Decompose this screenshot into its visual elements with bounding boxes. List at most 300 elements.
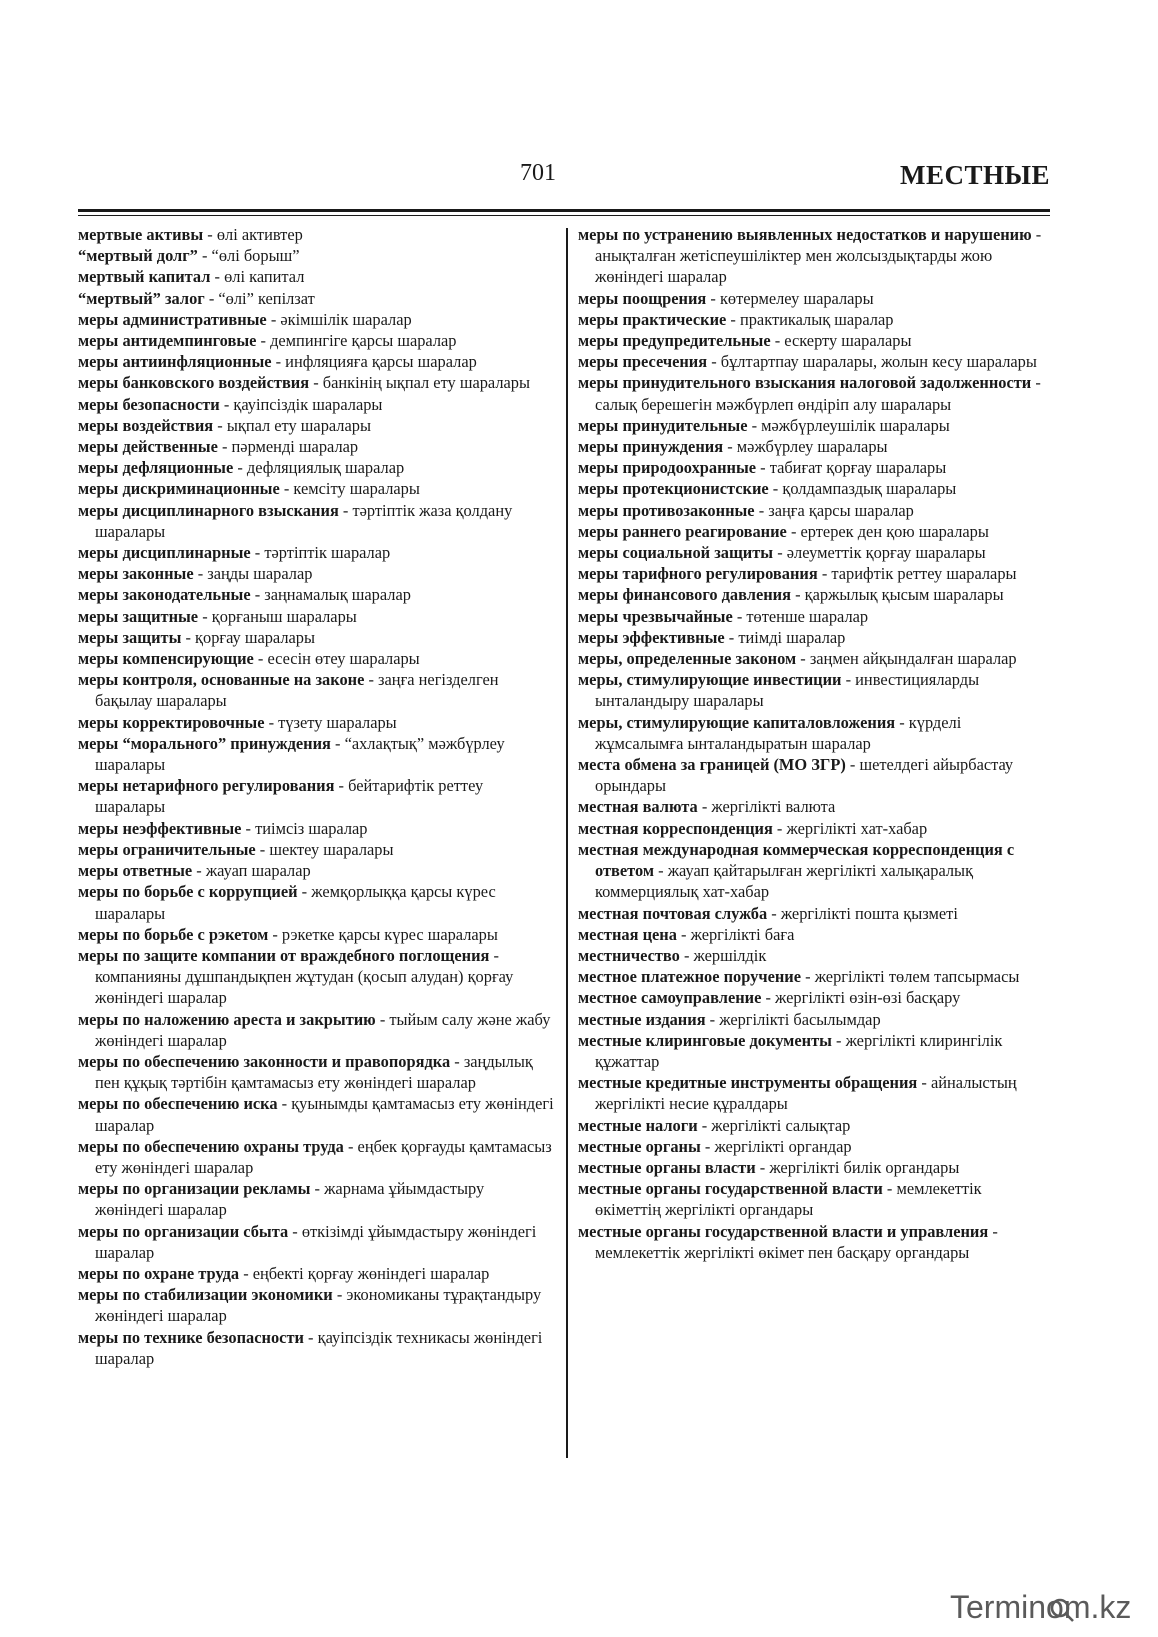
entry-term: меры законные xyxy=(78,564,194,584)
entry-separator: - xyxy=(197,246,212,266)
entry-translation: мемлекеттік өкіметтің жергілікті органдары xyxy=(595,1179,982,1220)
dictionary-entry xyxy=(578,584,1050,605)
dictionary-entry xyxy=(578,309,1050,330)
entry-translation: мәжбүрлеу шаралары xyxy=(736,437,888,457)
entry-term: меры административные xyxy=(78,309,267,329)
entry-separator: - xyxy=(241,818,256,838)
entry-separator: - xyxy=(679,945,694,965)
dictionary-entry xyxy=(578,712,1050,754)
dictionary-entry xyxy=(78,563,556,584)
dictionary-entry xyxy=(78,266,556,287)
entry-translation: жергілікті басылымдар xyxy=(719,1009,881,1029)
dictionary-entry xyxy=(78,1051,556,1093)
entry-translation: тарифтік реттеу шаралары xyxy=(831,564,1017,584)
entry-separator: - xyxy=(450,1051,464,1071)
entry-term: “мертвый долг” xyxy=(78,246,198,266)
entry-separator: - xyxy=(882,1179,897,1199)
entry-term: меры, стимулирующие инвестиции xyxy=(578,670,842,690)
entry-term: меры дискриминационные xyxy=(78,479,280,499)
entry-separator: - xyxy=(697,1115,712,1135)
entry-separator: - xyxy=(277,1094,292,1114)
entry-translation: практикалық шаралар xyxy=(739,309,894,329)
entry-separator: - xyxy=(213,415,227,435)
entry-separator: - xyxy=(250,585,265,605)
entry-term: меры по стабилизации экономики xyxy=(78,1285,333,1305)
dictionary-entry xyxy=(78,712,556,733)
dictionary-entry xyxy=(78,245,556,266)
entry-term: меры по организации рекламы xyxy=(78,1179,311,1199)
entry-translation: бұлтартпау шаралары, жолын кесу шаралары xyxy=(720,352,1037,372)
entry-term: меры по устранению выявленных недостатков и нарушению xyxy=(578,225,1032,244)
dictionary-entry xyxy=(78,415,556,436)
entry-separator: - xyxy=(767,903,781,923)
entry-separator: - xyxy=(988,1221,998,1241)
entry-term: местное платежное поручение xyxy=(578,967,802,987)
dictionary-entry xyxy=(78,924,556,945)
entry-separator: - xyxy=(219,394,234,414)
entry-term: местные издания xyxy=(578,1009,706,1029)
entry-term: меры по организации сбыта xyxy=(78,1221,289,1241)
entry-term: меры поощрения xyxy=(578,288,707,308)
termincom-watermark[interactable] xyxy=(948,1586,1148,1630)
entry-separator: - xyxy=(375,1009,390,1029)
entry-translation: жергілікті өзін-өзі басқару xyxy=(775,988,961,1008)
dictionary-entry xyxy=(78,542,556,563)
entry-separator: - xyxy=(203,225,217,244)
entry-translation: табиғат қорғау шаралары xyxy=(769,458,947,478)
entry-term: местные органы xyxy=(578,1136,701,1156)
entry-translation: ескерту шаралары xyxy=(784,331,912,351)
entry-separator: - xyxy=(288,1221,302,1241)
entry-term: местничество xyxy=(578,945,680,965)
entry-translation: рэкетке қарсы күрес шаралары xyxy=(281,924,498,944)
entry-separator: - xyxy=(705,1009,720,1029)
entry-separator: - xyxy=(676,924,691,944)
entry-translation: әлеуметтік қорғау шаралары xyxy=(786,543,986,563)
dictionary-entry xyxy=(78,288,556,309)
entry-translation: заңға қарсы шаралар xyxy=(768,500,914,520)
dictionary-entry xyxy=(78,860,556,881)
entry-translation: жемқорлыққа қарсы күрес шаралары xyxy=(95,882,496,923)
entry-term: меры принуждения xyxy=(578,437,724,457)
entry-term: местная почтовая служба xyxy=(578,903,768,923)
entry-separator: - xyxy=(332,1285,347,1305)
entry-separator: - xyxy=(303,1327,318,1347)
entry-separator: - xyxy=(266,309,281,329)
entry-term: местное самоуправление xyxy=(578,988,762,1008)
entry-translation: заңды шаралар xyxy=(207,564,313,584)
dictionary-entry xyxy=(578,330,1050,351)
entry-separator: - xyxy=(917,1073,931,1093)
entry-separator: - xyxy=(772,818,787,838)
entry-separator: - xyxy=(181,627,196,647)
entry-term: меры по обеспечению иска xyxy=(78,1094,278,1114)
entry-term: меры защитные xyxy=(78,606,199,626)
dictionary-entry xyxy=(578,542,1050,563)
entry-separator: - xyxy=(343,1136,358,1156)
dictionary-entry xyxy=(578,351,1050,372)
entry-term: меры по борьбе с рэкетом xyxy=(78,924,269,944)
entry-translation: қуынымды қамтамасыз ету жөніндегі шаралар xyxy=(95,1094,554,1135)
dictionary-entry xyxy=(78,775,556,817)
entry-separator: - xyxy=(654,861,668,881)
entry-translation: инвестицияларды ынталандыру шаралары xyxy=(595,670,980,711)
entry-translation: күрделі жұмсалымға ынталандыратын шаралар xyxy=(595,712,962,753)
entry-separator: - xyxy=(726,309,740,329)
entry-separator: - xyxy=(732,606,747,626)
entry-translation: “ахлақтық” мәжбүрлеу шаралары xyxy=(95,733,505,775)
entry-separator: - xyxy=(791,585,805,605)
entry-term: меры антидемпинговые xyxy=(78,331,257,351)
entry-term: местная валюта xyxy=(578,797,698,817)
dictionary-entry xyxy=(578,1221,1050,1263)
entry-term: местные налоги xyxy=(578,1115,698,1135)
entry-separator: - xyxy=(755,1157,770,1177)
header-rule-thin xyxy=(78,215,1050,216)
entry-translation: өткізімді ұйымдастыру жөніндегі шаралар xyxy=(95,1221,537,1262)
entry-translation: ықпал ету шаралары xyxy=(226,415,371,435)
entry-separator: - xyxy=(786,521,801,541)
entry-translation: “өлі” кепілзат xyxy=(218,288,315,308)
entry-separator: - xyxy=(204,288,219,308)
dictionary-entry xyxy=(78,1263,556,1284)
entry-term: меры практические xyxy=(578,309,727,329)
dictionary-entry xyxy=(578,648,1050,669)
entry-separator: - xyxy=(1031,373,1041,393)
entry-separator: - xyxy=(250,543,265,563)
dictionary-entry xyxy=(578,966,1050,987)
entry-translation: экономиканы тұрақтандыру жөніндегі шаралар xyxy=(95,1285,542,1326)
entry-separator: - xyxy=(256,331,271,351)
entry-translation: заңнамалық шаралар xyxy=(264,585,411,605)
entry-separator: - xyxy=(845,755,860,775)
entry-separator: - xyxy=(297,882,312,902)
entry-separator: - xyxy=(796,649,810,669)
entry-translation: мәжбүрлеушілік шаралары xyxy=(761,415,950,435)
dictionary-entry xyxy=(78,1284,556,1326)
entry-separator: - xyxy=(706,288,720,308)
entry-translation: қорғаныш шаралары xyxy=(211,606,357,626)
dictionary-entry xyxy=(578,500,1050,521)
entry-translation: есесін өтеу шаралары xyxy=(267,649,420,669)
entry-separator: - xyxy=(707,352,721,372)
dictionary-entry xyxy=(78,606,556,627)
dictionary-entry xyxy=(78,1178,556,1220)
entry-translation: еңбек қорғауды қамтамасыз ету жөніндегі шаралар xyxy=(95,1136,552,1177)
dictionary-entry xyxy=(78,351,556,372)
entry-translation: компанияны дұшпандықпен жұтудан (қосып алудан) қорғау жөніндегі шаралар xyxy=(95,967,514,1008)
entry-separator: - xyxy=(723,437,737,457)
entry-separator: - xyxy=(700,1136,715,1156)
entry-term: меры по наложению ареста и закрытию xyxy=(78,1009,376,1029)
entry-translation: шектеу шаралары xyxy=(269,839,394,859)
entry-translation: түзету шаралары xyxy=(278,712,397,732)
entry-separator: - xyxy=(768,479,783,499)
entry-separator: - xyxy=(253,649,268,669)
entry-term: местная цена xyxy=(578,924,677,944)
entry-separator: - xyxy=(271,352,286,372)
entry-term: меры неэффективные xyxy=(78,818,242,838)
dictionary-entry xyxy=(578,1072,1050,1114)
svg-text:Terminom.kz xyxy=(950,1589,1131,1625)
entry-translation: жергілікті пошта қызметі xyxy=(780,903,958,923)
dictionary-entry xyxy=(78,839,556,860)
entry-translation: қолдампаздық шаралары xyxy=(782,479,957,499)
entry-separator: - xyxy=(334,776,349,796)
entry-separator: - xyxy=(756,458,770,478)
entry-term: меры предупредительные xyxy=(578,331,771,351)
dictionary-entry xyxy=(578,606,1050,627)
entry-term: местные кредитные инструменты обращения xyxy=(578,1073,918,1093)
entry-term: меры “морального” принуждения xyxy=(78,733,331,753)
entry-translation: пәрменді шаралар xyxy=(231,437,359,457)
entry-term: меры дисциплинарные xyxy=(78,543,251,563)
entry-translation: жергілікті билік органдары xyxy=(769,1157,960,1177)
dictionary-entry xyxy=(78,648,556,669)
entry-term: меры природоохранные xyxy=(578,458,757,478)
dictionary-entry xyxy=(78,881,556,923)
dictionary-entry xyxy=(78,1221,556,1263)
entry-separator: - xyxy=(754,500,769,520)
entry-term: меры контроля, основанные на законе xyxy=(78,670,365,690)
entry-separator: - xyxy=(773,543,787,563)
entry-translation: демпингіге қарсы шаралар xyxy=(270,331,457,351)
entry-translation: айналыстың жергілікті несие құралдары xyxy=(595,1073,1017,1114)
dictionary-entry xyxy=(78,1093,556,1135)
dictionary-entry xyxy=(578,924,1050,945)
entry-term: меры законодательные xyxy=(78,585,251,605)
entry-translation: тәртіптік шаралар xyxy=(264,543,391,563)
entry-translation: төтенше шаралар xyxy=(746,606,869,626)
entry-translation: банкінің ықпал ету шаралары xyxy=(322,373,530,393)
dictionary-entry xyxy=(578,436,1050,457)
entry-translation: дефляциялық шаралар xyxy=(246,458,405,478)
dictionary-entry xyxy=(78,457,556,478)
entry-term: меры, стимулирующие капиталовложения xyxy=(578,712,896,732)
entry-separator: - xyxy=(264,712,279,732)
entry-translation: тиімсіз шаралар xyxy=(255,818,368,838)
dictionary-entry xyxy=(578,1030,1050,1072)
entry-separator: - xyxy=(198,606,212,626)
entry-translation: заңдылық пен құқық тәртібін қамтамасыз ету жөніндегі шаралар xyxy=(95,1051,533,1093)
watermark-left-text: Termin xyxy=(950,1589,1047,1625)
entry-term: меры принудительные xyxy=(578,415,748,435)
entry-term: меры противозаконные xyxy=(578,500,755,520)
dictionary-entry xyxy=(78,584,556,605)
dictionary-entry xyxy=(78,627,556,648)
entry-term: меры, определенные законом xyxy=(578,649,797,669)
entry-separator: - xyxy=(239,1263,253,1283)
entry-separator: - xyxy=(268,924,282,944)
dictionary-entry xyxy=(78,224,556,245)
dictionary-entry xyxy=(78,394,556,415)
page-number: 701 xyxy=(520,160,556,186)
dictionary-entry xyxy=(578,903,1050,924)
entry-translation: жергілікті валюта xyxy=(711,797,836,817)
entry-term: меры ответные xyxy=(78,861,193,881)
entry-separator: - xyxy=(330,733,345,753)
entry-translation: жергілікті төлем тапсырмасы xyxy=(814,967,1020,987)
entry-term: меры по обеспечению законности и правопорядка xyxy=(78,1051,451,1071)
entry-term: меры банковского воздействия xyxy=(78,373,310,393)
dictionary-entry xyxy=(578,754,1050,796)
entry-term: меры безопасности xyxy=(78,394,220,414)
dictionary-entry xyxy=(78,669,556,711)
dictionary-entry xyxy=(578,796,1050,817)
dictionary-entry xyxy=(578,818,1050,839)
entry-term: меры антиинфляционные xyxy=(78,352,272,372)
entry-term: меры эффективные xyxy=(578,627,725,647)
entry-separator: - xyxy=(255,839,270,859)
watermark-right-text: m.kz xyxy=(1063,1589,1132,1625)
dictionary-entry xyxy=(78,309,556,330)
entry-translation: жергілікті клирингілік құжаттар xyxy=(595,1030,1003,1071)
entry-term: меры по обеспечению охраны труда xyxy=(78,1136,344,1156)
entry-term: мертвые активы xyxy=(78,225,204,244)
entry-translation: өлі капитал xyxy=(224,267,305,287)
entry-translation: заңмен айқындалған шаралар xyxy=(809,649,1017,669)
running-head: МЕСТНЫЕ xyxy=(899,160,1050,190)
column-divider xyxy=(566,228,568,1458)
dictionary-entry xyxy=(578,987,1050,1008)
dictionary-entry xyxy=(78,372,556,393)
entry-term: меры дисциплинарного взыскания xyxy=(78,500,339,520)
entry-term: меры дефляционные xyxy=(78,458,234,478)
entry-translation: бейтарифтік реттеу шаралары xyxy=(95,776,484,817)
entry-translation: өлі активтер xyxy=(216,225,303,244)
dictionary-entry xyxy=(578,945,1050,966)
entry-term: меры по технике безопасности xyxy=(78,1327,304,1347)
entry-translation: жауап қайтарылған жергілікті халықаралық коммерциялық хат-хабар xyxy=(595,861,974,902)
dictionary-entry xyxy=(578,224,1050,288)
dictionary-entry xyxy=(578,521,1050,542)
dictionary-entry xyxy=(78,500,556,542)
dictionary-entry xyxy=(78,330,556,351)
entry-translation: тыйым салу және жабу жөніндегі шаралар xyxy=(95,1009,551,1050)
entry-translation: салық берешегін мәжбүрлеп өндіріп алу шаралары xyxy=(595,394,952,414)
dictionary-entry xyxy=(578,627,1050,648)
entry-term: меры корректировочные xyxy=(78,712,265,732)
entry-translation: “өлі борыш” xyxy=(211,246,300,266)
entry-separator: - xyxy=(279,479,294,499)
entry-separator: - xyxy=(217,437,232,457)
entry-term: местная корреспонденция xyxy=(578,818,773,838)
entry-separator: - xyxy=(761,988,776,1008)
entry-separator: - xyxy=(192,861,206,881)
entry-term: местные органы государственной власти и управления xyxy=(578,1221,989,1241)
entry-translation: қорғау шаралары xyxy=(195,627,316,647)
dictionary-entry xyxy=(78,945,556,1009)
entry-translation: жергілікті хат-хабар xyxy=(786,818,928,838)
entry-term: меры ограничительные xyxy=(78,839,256,859)
dictionary-entry xyxy=(578,1157,1050,1178)
entry-translation: тиімді шаралар xyxy=(738,627,846,647)
entry-translation: анықталған жетіспеушіліктер мен жолсыздықтарды жою жөніндегі шаралар xyxy=(595,246,993,287)
entry-separator: - xyxy=(310,1179,325,1199)
entry-term: меры по охране труда xyxy=(78,1263,240,1283)
entry-translation: қауіпсіздік техникасы жөніндегі шаралар xyxy=(95,1327,543,1368)
dictionary-entry xyxy=(78,733,556,775)
dictionary-entry xyxy=(578,415,1050,436)
entry-separator: - xyxy=(831,1030,846,1050)
entry-translation: ертерек ден қою шаралары xyxy=(800,521,989,541)
entry-translation: қаржылық қысым шаралары xyxy=(804,585,1004,605)
entry-term: местные органы государственной власти xyxy=(578,1179,883,1199)
dictionary-entry xyxy=(578,478,1050,499)
entry-translation: заңға негізделген бақылау шаралары xyxy=(95,670,499,711)
dictionary-entry xyxy=(578,1115,1050,1136)
dictionary-entry xyxy=(578,288,1050,309)
entry-separator: - xyxy=(309,373,323,393)
dictionary-entry xyxy=(578,839,1050,903)
entry-separator: - xyxy=(210,267,225,287)
entry-separator: - xyxy=(697,797,712,817)
entry-translation: жергілікті баға xyxy=(690,924,795,944)
entry-translation: жергілікті органдар xyxy=(714,1136,852,1156)
entry-term: меры защиты xyxy=(78,627,182,647)
entry-translation: мемлекеттік жергілікті өкімет пен басқару органдары xyxy=(595,1242,970,1262)
entry-separator: - xyxy=(747,415,762,435)
entry-term: меры по борьбе с коррупцией xyxy=(78,882,298,902)
dictionary-entry xyxy=(578,1009,1050,1030)
entry-term: местная международная коммерческая корреспонденция с ответом xyxy=(578,839,1015,881)
entry-term: меры социальной защиты xyxy=(578,543,774,563)
dictionary-entry xyxy=(578,1178,1050,1220)
entry-term: места обмена за границей (МО ЗГР) xyxy=(578,755,846,775)
dictionary-entry xyxy=(78,1009,556,1051)
dictionary-entry xyxy=(78,1327,556,1369)
entry-term: “мертвый” залог xyxy=(78,288,205,308)
entry-separator: - xyxy=(193,564,208,584)
entry-separator: - xyxy=(817,564,832,584)
entry-separator: - xyxy=(1031,225,1042,244)
entry-term: меры финансового давления xyxy=(578,585,791,605)
header-rule-thick xyxy=(78,209,1050,212)
entry-translation: жергілікті салықтар xyxy=(711,1115,851,1135)
entry-separator: - xyxy=(841,670,856,690)
entry-translation: кемсіту шаралары xyxy=(293,479,420,499)
entry-term: меры раннего реагирование xyxy=(578,521,787,541)
entry-term: меры тарифного регулирования xyxy=(578,564,818,584)
watermark-o-letter: o xyxy=(1046,1589,1064,1625)
entry-separator: - xyxy=(770,331,785,351)
entry-term: мертвый капитал xyxy=(78,267,211,287)
left-column xyxy=(78,224,556,1369)
dictionary-entry xyxy=(578,669,1050,711)
dictionary-entry xyxy=(78,818,556,839)
entry-separator: - xyxy=(489,945,499,965)
dictionary-entry xyxy=(578,563,1050,584)
entry-separator: - xyxy=(895,712,909,732)
entry-translation: жарнама ұйымдастыру жөніндегі шаралар xyxy=(95,1179,485,1220)
entry-translation: жауап шаралар xyxy=(205,861,311,881)
entry-term: меры компенсирующие xyxy=(78,649,254,669)
entry-translation: қауіпсіздік шаралары xyxy=(233,394,383,414)
entry-separator: - xyxy=(801,967,815,987)
entry-translation: еңбекті қорғау жөніндегі шаралар xyxy=(252,1263,490,1283)
entry-term: местные клиринговые документы xyxy=(578,1030,832,1050)
entry-translation: көтермелеу шаралары xyxy=(719,288,874,308)
right-column xyxy=(578,224,1050,1263)
entry-term: меры чрезвычайные xyxy=(578,606,733,626)
entry-separator: - xyxy=(724,627,739,647)
entry-term: меры протекционистские xyxy=(578,479,769,499)
entry-term: меры нетарифного регулирования xyxy=(78,776,335,796)
entry-translation: тәртіптік жаза қолдану шаралары xyxy=(95,500,513,541)
entry-translation: инфляцияға қарсы шаралар xyxy=(285,352,477,372)
entry-translation: әкімшілік шаралар xyxy=(280,309,412,329)
entry-translation: жершілдік xyxy=(693,945,767,965)
